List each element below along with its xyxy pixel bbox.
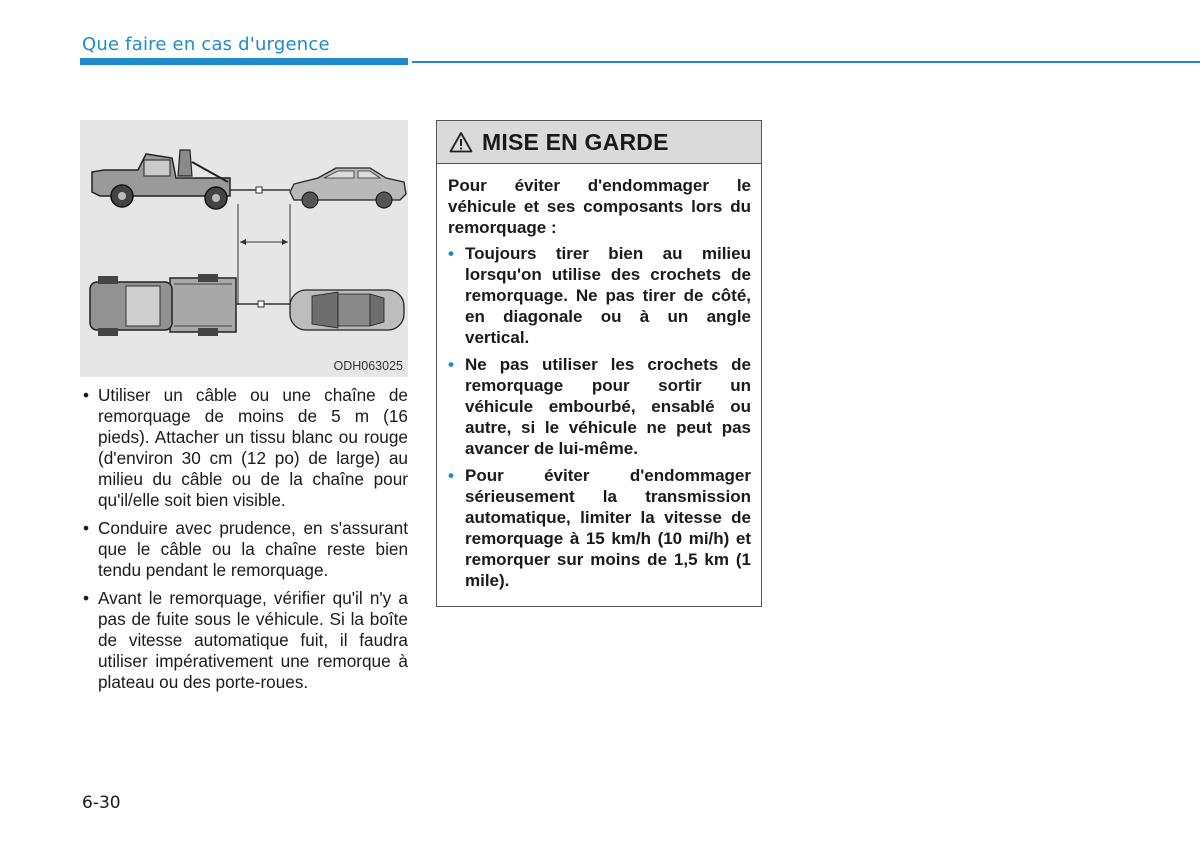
page-number: 6-30: [82, 793, 121, 813]
list-item: • Utiliser un câble ou une chaîne de remorquage de moins de 5 m (16 pieds). Attacher un tissu blanc ou rouge (d'environ 30 cm (12 po) de large) au milieu du câble ou de la chaîne pour qu'il/elle soit bien visible.: [80, 385, 408, 511]
header-rule-thin: [412, 61, 1200, 63]
towed-car-top-view: [290, 290, 404, 330]
towing-instructions-list: [80, 385, 408, 700]
towing-diagram: [80, 120, 408, 377]
warning-list: [448, 243, 751, 591]
warning-triangle-icon: [449, 131, 473, 153]
warning-title: MISE EN GARDE: [482, 128, 669, 155]
list-item: • Pour éviter d'endommager sérieusement la transmission automatique, limiter la vitesse de remorquage à 15 km/h (10 mi/h) et remorquer sur moins de 1,5 km (1 mile).: [448, 465, 751, 591]
towed-car-side-view: [290, 168, 406, 208]
warning-body: [437, 164, 761, 591]
list-item: • Avant le remorquage, vérifier qu'il n'y a pas de fuite sous le véhicule. Si la boîte de vitesse automatique fuit, il faudra utiliser impérativement une remorque à plateau ou des porte-roues.: [80, 588, 408, 693]
header-rule-thick: [80, 58, 408, 65]
figure-code: ODH063025: [333, 359, 403, 373]
list-item: • Toujours tirer bien au milieu lorsqu'on utilise des crochets de remorquage. Ne pas tirer de côté, en diagonale ou à un angle vertical.: [448, 243, 751, 348]
towing-illustration: [80, 120, 408, 377]
tow-truck-top-view: [90, 274, 236, 336]
warning-header: [437, 121, 761, 164]
warning-intro: Pour éviter d'endommager le véhicule et ses composants lors du remorquage :: [448, 176, 751, 237]
section-title: Que faire en cas d'urgence: [82, 34, 330, 55]
warning-box: [436, 120, 762, 607]
list-item: • Ne pas utiliser les crochets de remorquage pour sortir un véhicule embourbé, ensablé ou autre, si le véhicule ne peut pas avancer de lui-même.: [448, 354, 751, 459]
tow-truck-side-view: [92, 150, 230, 209]
list-item: • Conduire avec prudence, en s'assurant que le câble ou la chaîne reste bien tendu pendant le remorquage.: [80, 518, 408, 581]
